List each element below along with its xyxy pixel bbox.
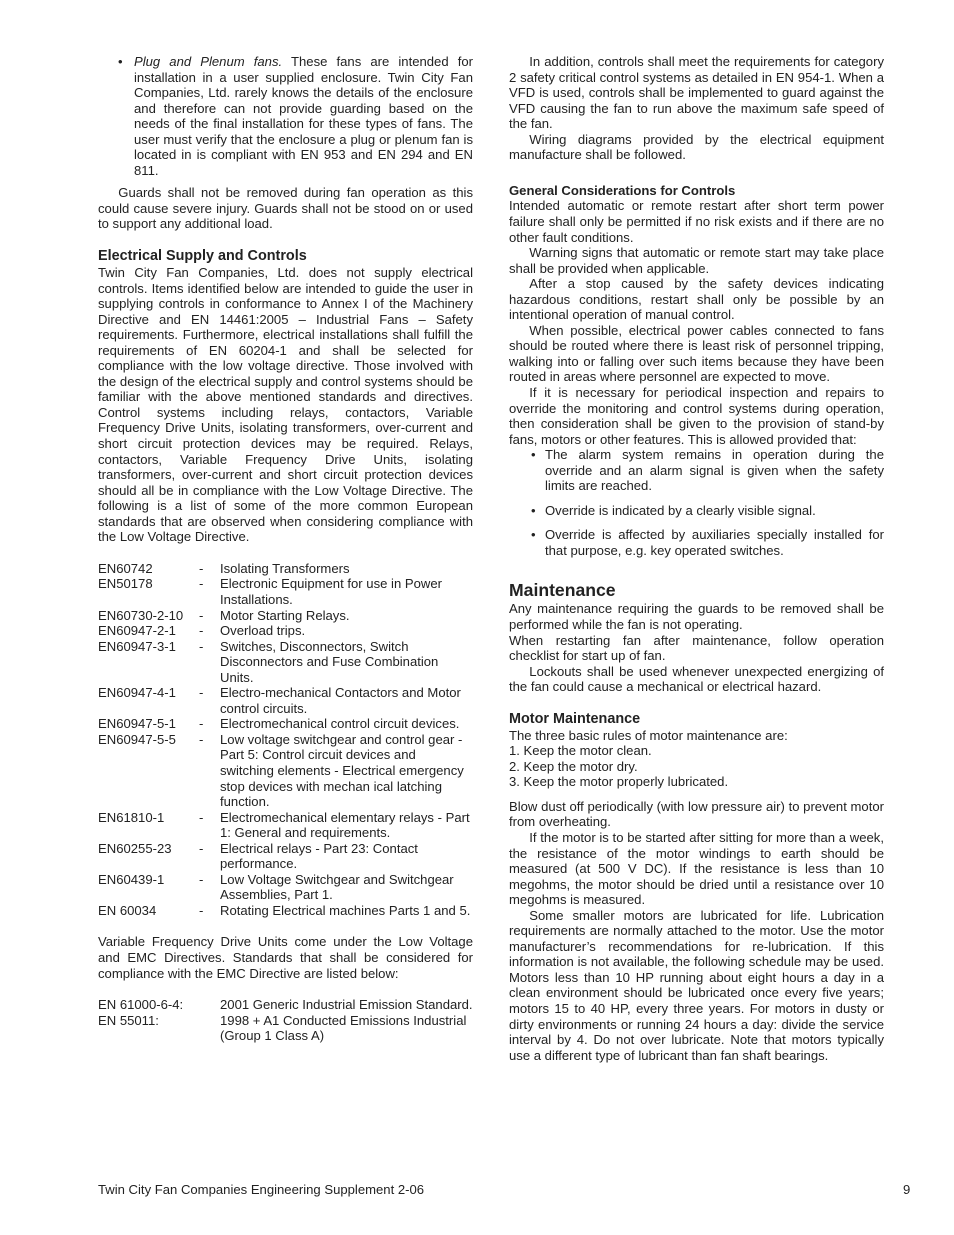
maintenance-paragraph-3: Lockouts shall be used whenever unexpected energizing of the fan could cause a mechanical or electrical hazard. xyxy=(509,663,884,695)
motor-rule: 3. Keep the motor properly lubricated. xyxy=(509,774,729,790)
standard-dash: - xyxy=(199,607,204,623)
standard-desc: Motor Starting Relays. xyxy=(220,607,350,623)
emc-standard-code: EN 61000-6-4: xyxy=(98,997,184,1013)
standard-code: EN60947-5-5 xyxy=(98,731,176,747)
standard-row xyxy=(98,576,473,607)
standard-code: EN60255-23 xyxy=(98,840,172,856)
motor-maintenance-heading: Motor Maintenance xyxy=(509,710,641,727)
standard-code: EN60730-2-10 xyxy=(98,607,184,623)
general-paragraph-1: Intended automatic or remote restart after short term power failure shall only be permitted if no risk exists and if there are no other fault conditions. xyxy=(509,198,884,245)
override-bullet: • The alarm system remains in operation during the override and an alarm signal is given when the safety limits are reached. xyxy=(509,447,884,494)
motor-intro: The three basic rules of motor maintenance are: xyxy=(509,727,788,743)
standard-desc: Switches, Disconnectors, Switch Disconnectors and Fuse Combination Units. xyxy=(220,638,439,685)
standards-list xyxy=(98,561,473,919)
plug-plenum-text: These fans are intended for installation in a user supplied enclosure. Twin City Fan Companies, Ltd. rarely knows the details of the enclosure and therefore can not provide guarding based on the needs of the final installation for these types of fans. The user must verify that the enclosure a plug or plenum fan is located in is compliant with EN 953 and EN 294 and EN 811. xyxy=(134,54,473,178)
emc-standard-row xyxy=(98,1013,473,1044)
emc-standard-code: EN 55011: xyxy=(98,1012,159,1028)
standard-row xyxy=(98,810,473,841)
standard-desc: Electromechanical elementary relays - Part 1: General and requirements. xyxy=(220,809,470,841)
page-number: 9 xyxy=(903,1182,911,1197)
standard-code: EN 60034 xyxy=(98,902,157,918)
general-paragraph-2: Warning signs that automatic or remote start may take place shall be provided when applicable. xyxy=(509,245,884,276)
general-paragraph-4: When possible, electrical power cables connected to fans should be routed where there is least risk of personnel tripping, walking into or falling over such items because they have been routed in areas where personnel are expected to move. xyxy=(509,322,884,385)
standard-row xyxy=(98,623,473,639)
standard-row xyxy=(98,561,473,577)
left-column xyxy=(98,54,473,1044)
general-paragraph-5: If it is necessary for periodical inspection and repairs to override the monitoring and control systems during operation, then consideration shall be given to the provision of stand-by fans, motors or other features. This is allowed provided that: xyxy=(509,384,884,447)
emc-standard-desc: 1998 + A1 Conducted Emissions Industrial (Group 1 Class A) xyxy=(220,1012,467,1044)
general-considerations-heading: General Considerations for Controls xyxy=(509,182,736,198)
standard-row xyxy=(98,872,473,903)
standard-dash: - xyxy=(199,638,204,654)
vfd-paragraph: Variable Frequency Drive Units come under the Low Voltage and EMC Directives. Standards that shall be considered for compliance with the EMC Directive are listed below: xyxy=(98,934,473,981)
standard-code: EN60947-4-1 xyxy=(98,685,176,701)
standard-code: EN60947-2-1 xyxy=(98,623,176,639)
standard-dash: - xyxy=(199,871,204,887)
motor-rule: 1. Keep the motor clean. xyxy=(509,743,652,759)
override-bullet: • Override is affected by auxiliaries specially installed for that purpose, e.g. key operated switches. xyxy=(509,527,884,558)
standard-row xyxy=(98,732,473,810)
standard-desc: Electrical relays - Part 23: Contact performance. xyxy=(220,840,418,872)
footer-title: Twin City Fan Companies Engineering Supplement 2-06 xyxy=(98,1182,425,1197)
standard-desc: Low Voltage Switchgear and Switchgear Assemblies, Part 1. xyxy=(220,871,454,903)
standard-row xyxy=(98,639,473,686)
standard-dash: - xyxy=(199,840,204,856)
standard-dash: - xyxy=(199,576,204,592)
standard-desc: Electro-mechanical Contactors and Motor control circuits. xyxy=(220,685,461,716)
standard-row xyxy=(98,608,473,624)
standard-dash: - xyxy=(199,685,204,701)
plug-plenum-bullet xyxy=(98,54,473,178)
standard-desc: Isolating Transformers xyxy=(220,560,350,576)
override-bullet: • Override is indicated by a clearly visible signal. xyxy=(509,503,884,519)
motor-paragraph-3: Some smaller motors are lubricated for life. Lubrication requirements are normally attached to the motor. Use the motor manufacturer’s recommendations for re-lubrication. If this information is not available, the following schedule may be used. Motors less than 10 HP running about eight hours a day in a clean environment should be lubricated once every five years; motors 15 to 40 HP, every three years. For motors in dusty or dirty environments or running 24 hours a day: divide the service interval by 4. Do not over lubricate. Note that motors typically use a different type of lubricant than fan shaft bearings. xyxy=(509,907,884,1063)
standard-row xyxy=(98,903,473,919)
standard-dash: - xyxy=(199,623,204,639)
standard-row xyxy=(98,841,473,872)
motor-paragraph-1: Blow dust off periodically (with low pressure air) to prevent motor from overheating. xyxy=(509,798,884,830)
standard-dash: - xyxy=(199,716,204,732)
standard-row xyxy=(98,685,473,716)
motor-rule: 2. Keep the motor dry. xyxy=(509,758,638,774)
standard-code: EN60742 xyxy=(98,560,153,576)
plug-plenum-title: Plug and Plenum fans. xyxy=(134,54,283,69)
standard-dash: - xyxy=(199,902,204,918)
electrical-paragraph: Twin City Fan Companies, Ltd. does not supply electrical controls. Items identified below are intended to guide the user in supplying controls in conformance to Annex I of the Machinery Directive and EN 14461:2005 – Industrial Fans – Safety requirements. Furthermore, electrical installations shall fulfill the requirements of EN 60204-1 and shall be selected for compliance with the low voltage directive. Those involved with the design of the electrical supply and control systems should be familiar with the above mentioned standards and directives. Control systems including relays, contactors, Variable Frequency Drive Units, isolating transformers, over-current and short circuit protection devices may be required. Relays, contactors, Variable Frequency Drive Units, isolating transformers, over-current and short circuit protection devices should all be in compliance with the Low Voltage Directive. The following is a list of some of the more common European standards that are observed when considering compliance with the Low Voltage Directive. xyxy=(98,265,473,545)
guards-paragraph: Guards shall not be removed during fan operation as this could cause severe injury. Guards shall not be stood on or used to support any additional load. xyxy=(98,185,473,232)
motor-paragraph-2: If the motor is to be started after sitting for more than a week, the resistance of the motor windings to earth should be measured (at 500 V DC). If the resistance is less than 10 megohms, the motor should be dried until a resistance over 10 megohms is measured. xyxy=(509,830,884,908)
standard-dash: - xyxy=(199,731,204,747)
standard-code: EN60439-1 xyxy=(98,871,165,887)
standard-desc: Rotating Electrical machines Parts 1 and 5. xyxy=(220,902,471,918)
standard-code: EN60947-5-1 xyxy=(98,716,176,732)
standard-desc: Electronic Equipment for use in Power Installations. xyxy=(220,576,442,607)
general-paragraph-3: After a stop caused by the safety devices indicating hazardous conditions, restart shall only be possible by an intentional operation of manual control. xyxy=(509,276,884,323)
maintenance-heading: Maintenance xyxy=(509,580,616,601)
standard-code: EN50178 xyxy=(98,576,153,592)
controls-paragraph-2: Wiring diagrams provided by the electrical equipment manufacture shall be followed. xyxy=(509,131,884,163)
electrical-heading: Electrical Supply and Controls xyxy=(98,248,307,265)
standard-dash: - xyxy=(199,560,204,576)
standard-desc: Low voltage switchgear and control gear - Part 5: Control circuit devices and switching elements - Electrical emergency stop devices with mechan ical latching function. xyxy=(220,731,464,810)
standard-code: EN61810-1 xyxy=(98,809,165,825)
emc-standards-list xyxy=(98,997,473,1044)
standard-desc: Electromechanical control circuit devices. xyxy=(220,716,460,732)
standard-row xyxy=(98,716,473,732)
controls-paragraph-1: In addition, controls shall meet the requirements for category 2 safety critical control systems as detailed in EN 954-1. When a VFD is used, controls shall be implemented to guard against the VFD causing the fan to run above the maximum safe speed of the fan. xyxy=(509,54,884,132)
maintenance-paragraph-1: Any maintenance requiring the guards to be removed shall be performed while the fan is not operating. xyxy=(509,601,884,632)
standard-desc: Overload trips. xyxy=(220,623,306,639)
emc-standard-desc: 2001 Generic Industrial Emission Standard. xyxy=(220,997,473,1013)
right-column xyxy=(509,54,884,1063)
maintenance-paragraph-2: When restarting fan after maintenance, follow operation checklist for start up of fan. xyxy=(509,632,884,664)
emc-standard-row xyxy=(98,997,473,1013)
standard-dash: - xyxy=(199,809,204,825)
standard-code: EN60947-3-1 xyxy=(98,638,176,654)
